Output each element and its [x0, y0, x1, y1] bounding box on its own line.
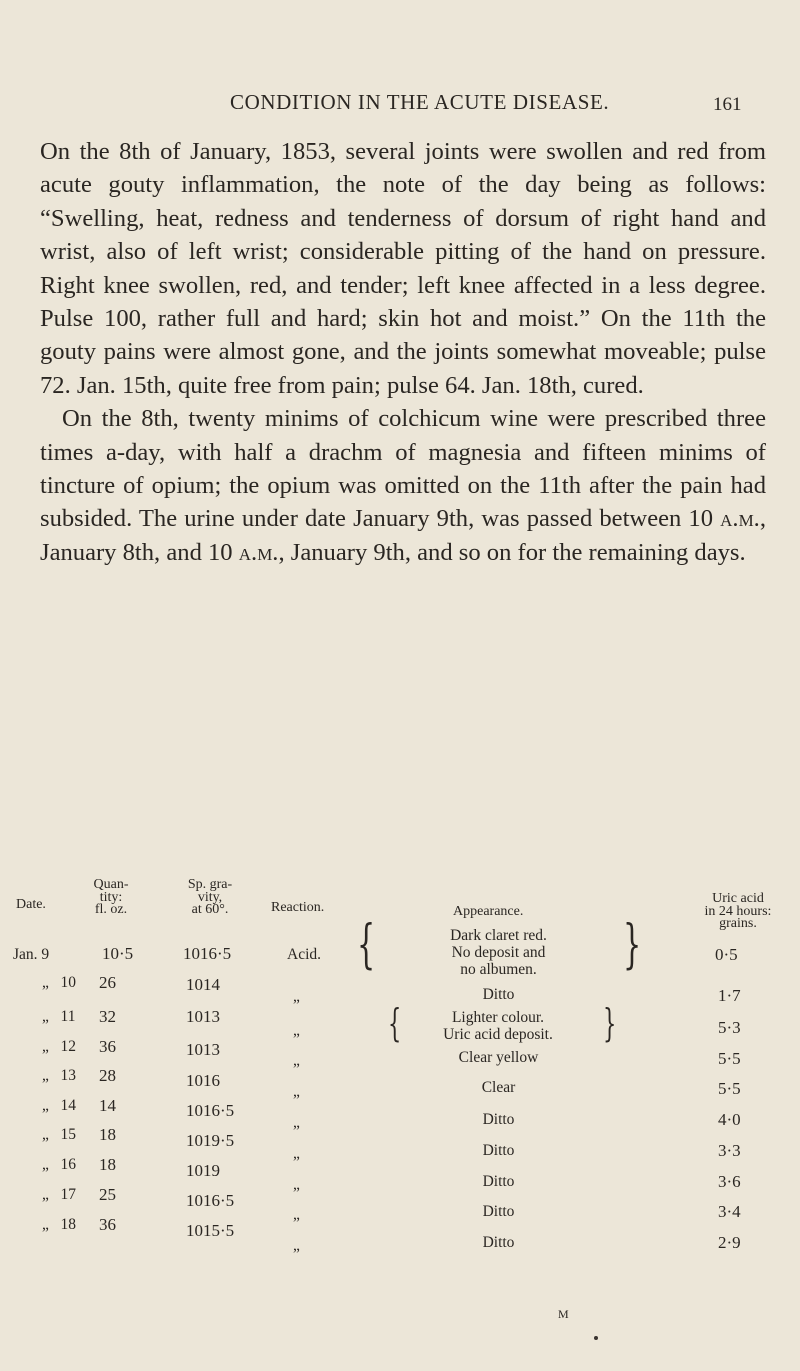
row-15-gravity: 1019·5 [186, 1131, 235, 1150]
header-gravity-line-1: Sp. gra- [187, 877, 233, 892]
row-13-appearance: Clear [481, 1079, 516, 1096]
row-18-day: 18 [60, 1216, 77, 1233]
row-18-uric: 2·9 [718, 1233, 741, 1252]
row-18-appearance: Ditto [482, 1234, 515, 1251]
row-15-uric: 3·3 [718, 1141, 741, 1160]
paragraph-2-text-c: , January 9th, and so on for the remaining days. [278, 538, 746, 566]
signature-mark: M [558, 1307, 570, 1321]
row-10-date [42, 974, 76, 991]
row-11-month: „ [42, 1008, 49, 1025]
row-10-month: „ [42, 974, 49, 991]
row-11-quantity: 32 [99, 1007, 116, 1026]
header-uric-line-2: in 24 hours: [704, 903, 772, 919]
row-15-reaction: „ [293, 1145, 300, 1162]
row-16-uric: 3·6 [718, 1172, 741, 1191]
page-number: 161 [713, 94, 742, 115]
row-9-appearance-line-1: Dark claret red. [450, 927, 547, 944]
row-13-day: 13 [60, 1067, 77, 1084]
row-14-day: 14 [60, 1097, 77, 1114]
row-11-reaction: „ [293, 1022, 300, 1039]
row-10-uric: 1·7 [718, 986, 741, 1005]
row-17-appearance: Ditto [482, 1203, 515, 1220]
row-12-gravity: 1013 [186, 1040, 220, 1059]
row-9-uric: 0·5 [715, 945, 738, 964]
time-am-2: a.m. [238, 538, 279, 566]
time-am-1: a.m. [720, 505, 760, 533]
row-13-uric: 5·5 [718, 1079, 741, 1098]
row-16-month: „ [42, 1156, 49, 1173]
row-10-day: 10 [60, 974, 77, 991]
row-11-uric: 5·3 [718, 1018, 741, 1037]
row-11-appearance-line-2: Uric acid deposit. [443, 1026, 553, 1043]
row-17-uric: 3·4 [718, 1202, 741, 1221]
row-16-reaction: „ [293, 1176, 300, 1193]
paragraph-1: On the 8th of January, 1853, several joints were swollen and red from acute gouty inflammation, the note of the day being as follows: “Swelling, heat, redness and tenderness of dorsum of right hand and wrist, also of left wrist; considerable pitting of the hand on pressure. Right knee swollen, red, and tender; left knee affected in a less degree. Pulse 100, rather full and hard; skin hot and moist.” On the 11th the gouty pains were almost gone, and the joints somewhat moveable; pulse 72. Jan. 15th, quite free from pain; pulse 64. Jan. 18th, cured. [40, 138, 766, 399]
row-17-day: 17 [60, 1186, 77, 1203]
row-18-quantity: 36 [99, 1215, 116, 1234]
header-quantity-line-2: tity: [99, 889, 123, 905]
row-16-appearance: Ditto [482, 1173, 515, 1190]
row-12-reaction: „ [293, 1052, 300, 1069]
row-15-month: „ [42, 1126, 49, 1143]
row-14-uric: 4·0 [718, 1110, 741, 1129]
row-14-date [42, 1097, 76, 1114]
row-16-gravity: 1019 [186, 1161, 220, 1180]
row-17-quantity: 25 [99, 1185, 116, 1204]
row-11-gravity: 1013 [186, 1007, 220, 1026]
row-11-appearance [398, 1009, 598, 1043]
row-14-quantity: 14 [99, 1096, 116, 1115]
row-10-quantity: 26 [99, 973, 116, 992]
header-uric-line-3: grains. [719, 916, 757, 931]
header-quantity-line-1: Quan- [93, 877, 129, 892]
left-brace-row-11: { [388, 1001, 402, 1045]
header-gravity-line-3: at 60°. [191, 902, 229, 917]
row-9-appearance-line-2: No deposit and [451, 944, 546, 961]
row-18-reaction: „ [293, 1237, 300, 1254]
row-13-month: „ [42, 1067, 49, 1084]
header-quantity [86, 879, 136, 917]
row-9-date [13, 946, 49, 963]
row-12-appearance: Clear yellow [458, 1049, 539, 1066]
row-12-month: „ [42, 1038, 49, 1055]
row-18-month: „ [42, 1216, 49, 1233]
row-15-date [42, 1126, 76, 1143]
row-10-appearance: Ditto [482, 986, 515, 1003]
row-13-quantity: 28 [99, 1066, 116, 1085]
header-quantity-line-3: fl. oz. [94, 902, 128, 917]
row-9-reaction: Acid. [287, 946, 322, 963]
header-gravity [177, 879, 243, 917]
row-15-day: 15 [60, 1126, 77, 1143]
row-13-date [42, 1067, 76, 1084]
left-brace-row-9: { [357, 915, 376, 975]
row-14-month: „ [42, 1097, 49, 1114]
paragraph-2-text-b: , January 8th, and 10 [40, 505, 766, 566]
row-14-appearance: Ditto [482, 1111, 515, 1128]
row-12-day: 12 [60, 1038, 77, 1055]
row-17-gravity: 1016·5 [186, 1191, 235, 1210]
running-head: CONDITION IN THE ACUTE DISEASE. [230, 90, 610, 114]
row-10-gravity: 1014 [186, 975, 220, 994]
row-17-month: „ [42, 1186, 49, 1203]
row-9-month: Jan. [13, 946, 38, 963]
header-reaction: Reaction. [271, 900, 325, 915]
row-15-quantity: 18 [99, 1125, 116, 1144]
row-12-date [42, 1038, 76, 1055]
row-16-date [42, 1156, 76, 1173]
right-brace-row-11: } [603, 1001, 617, 1045]
paragraph-2-text-a: On the 8th, twenty minims of colchicum wine were prescribed three times a-day, with half a drachm of magnesia and fifteen minims of tincture of opium; the opium was omitted on the 11th after the pain had subsided. The urine under date January 9th, was passed between 10 [40, 405, 766, 533]
row-16-quantity: 18 [99, 1155, 116, 1174]
row-16-day: 16 [60, 1156, 77, 1173]
row-12-quantity: 36 [99, 1037, 116, 1056]
row-14-reaction: „ [293, 1114, 300, 1131]
row-11-appearance-line-1: Lighter colour. [451, 1009, 545, 1026]
ink-dot [594, 1336, 598, 1340]
right-brace-row-9: } [623, 915, 642, 975]
row-18-date [42, 1216, 76, 1233]
row-13-gravity: 1016 [186, 1071, 220, 1090]
row-15-appearance: Ditto [482, 1142, 515, 1159]
row-18-gravity: 1015·5 [186, 1221, 235, 1240]
header-gravity-line-2: vity, [197, 889, 223, 905]
row-9-appearance [376, 927, 621, 978]
row-9-gravity: 1016·5 [183, 944, 232, 963]
row-17-reaction: „ [293, 1206, 300, 1223]
row-11-date [42, 1008, 75, 1025]
row-13-reaction: „ [293, 1083, 300, 1100]
header-date: Date. [16, 897, 46, 912]
header-uric-line-1: Uric acid [712, 891, 764, 906]
row-10-reaction: „ [293, 988, 300, 1005]
row-12-uric: 5·5 [718, 1049, 741, 1068]
row-11-day: 11 [60, 1008, 76, 1025]
row-17-date [42, 1186, 76, 1203]
row-9-appearance-line-3: no albumen. [460, 961, 537, 978]
header-uric-acid [682, 893, 794, 931]
row-14-gravity: 1016·5 [186, 1101, 235, 1120]
header-appearance: Appearance. [453, 904, 524, 919]
row-9-quantity: 10·5 [102, 944, 134, 963]
row-9-day: 9 [41, 946, 50, 963]
